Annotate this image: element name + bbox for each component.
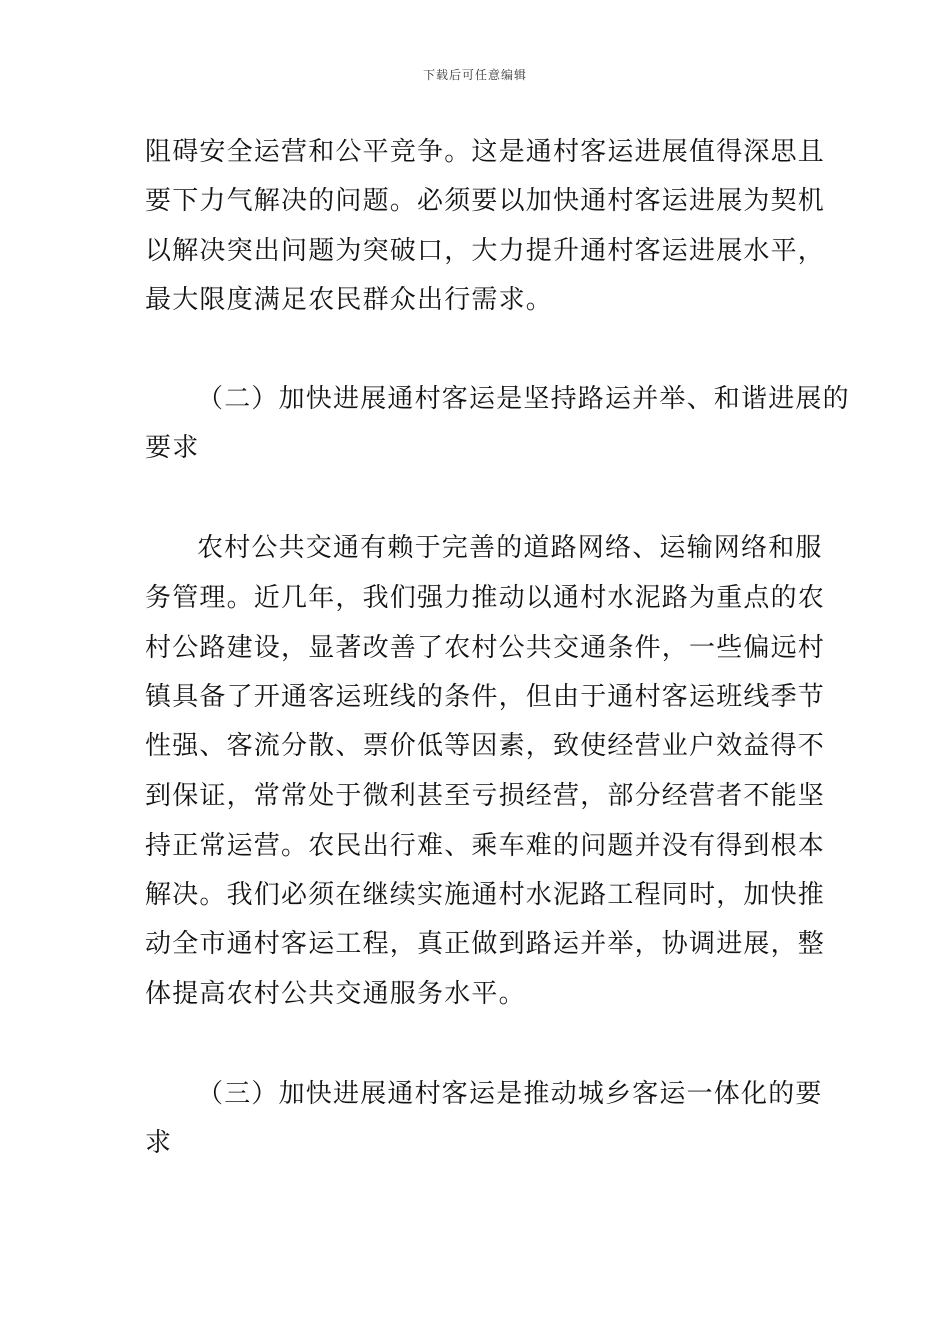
text-line: 求 (145, 1128, 173, 1158)
text-line: 持正常运营。农民出行难、乘车难的问题并没有得到根本 (145, 831, 826, 861)
text-line: （三）加快进展通村客运是推动城乡客运一体化的要 (197, 1079, 823, 1109)
page-header: 下载后可任意编辑 (422, 68, 527, 82)
text-line: 要下力气解决的问题。必须要以加快通村客运进展为契机 (145, 186, 826, 216)
text-line: 要求 (145, 433, 200, 463)
text-line: 性强、客流分散、票价低等因素，致使经营业户效益得不 (145, 731, 826, 761)
text-line: 以解决突出问题为突破口，大力提升通村客运进展水平， (145, 236, 826, 266)
text-line: 最大限度满足农民群众出行需求。 (145, 285, 554, 315)
text-line: 阻碍安全运营和公平竞争。这是通村客运进展值得深思且 (145, 137, 826, 167)
text-line: 体提高农村公共交通服务水平。 (145, 979, 526, 1009)
text-line: 农村公共交通有赖于完善的道路网络、运输网络和服 (197, 533, 823, 563)
text-line: （二）加快进展通村客运是坚持路运并举、和谐进展的 (197, 384, 850, 414)
text-line: 到保证，常常处于微利甚至亏损经营，部分经营者不能坚 (145, 781, 826, 811)
text-line: 村公路建设，显著改善了农村公共交通条件，一些偏远村 (145, 633, 826, 663)
text-line: 动全市通村客运工程，真正做到路运并举，协调进展，整 (145, 929, 826, 959)
text-line: 解决。我们必须在继续实施通村水泥路工程同时，加快推 (145, 880, 826, 910)
text-line: 务管理。近几年，我们强力推动以通村水泥路为重点的农 (145, 583, 826, 613)
text-line: 镇具备了开通客运班线的条件，但由于通村客运班线季节 (145, 682, 826, 712)
